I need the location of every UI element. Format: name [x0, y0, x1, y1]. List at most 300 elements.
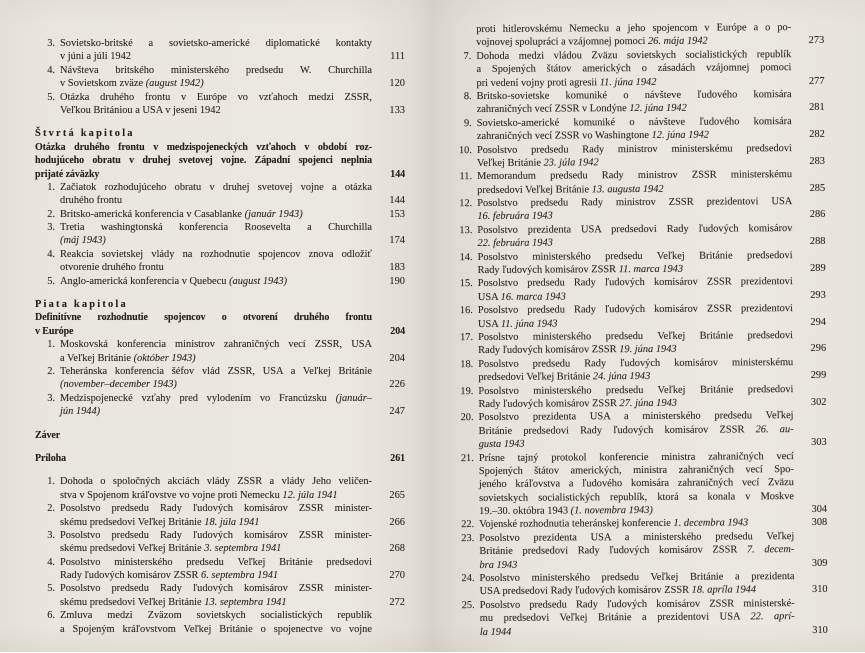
entry-date-italic: 22. februára 1943	[477, 237, 553, 250]
entry-text-segment: Tretia washingtonská konferencia Roosevelta a Churchilla	[60, 222, 372, 234]
entry-text	[35, 298, 372, 311]
entry-text	[60, 50, 372, 63]
entry-date-italic: 19. júna 1943	[619, 344, 677, 356]
entry-text-segment: Záver	[35, 429, 61, 441]
page-number: 272	[389, 596, 405, 608]
entry-text	[60, 248, 372, 261]
entry-text	[60, 77, 372, 90]
entry-text	[60, 569, 372, 582]
toc-line	[35, 429, 405, 442]
entry-date-italic: 24. júna 1943	[592, 371, 651, 383]
entry-text-segment: Posolstvo ministerského predsedu Veľkej Británie a prezidenta	[479, 571, 795, 584]
entry-number: 19.	[460, 385, 474, 397]
entry-text-segment: pri vedení vojny proti agresii	[476, 76, 600, 89]
entry-date-italic: gusta 1943	[478, 438, 525, 451]
toc-line	[35, 298, 405, 311]
page-number: 293	[810, 289, 826, 301]
toc-entry	[35, 248, 405, 275]
page-number: 283	[809, 155, 826, 167]
toc-line	[35, 141, 405, 154]
entry-text-segment: Anglo-americká konferencia v Quebecu	[60, 275, 230, 287]
toc-line	[35, 311, 405, 324]
entry-text	[60, 516, 372, 529]
toc-entry	[453, 302, 826, 331]
toc-line	[35, 104, 405, 117]
page-number: 261	[390, 452, 405, 464]
entry-text	[35, 141, 372, 154]
toc-entry	[35, 582, 405, 609]
entry-text	[60, 261, 372, 274]
entry-text-segment: Británie predsedovi Rady ľudových komisárov ZSSR	[479, 544, 747, 558]
entry-number: 2.	[47, 503, 55, 515]
entry-date-italic: 18. apríla 1944	[691, 584, 757, 597]
toc-entry	[452, 88, 825, 117]
entry-date-italic: 7. decem-	[746, 544, 795, 556]
toc-line	[35, 569, 405, 582]
entry-number: 1.	[47, 181, 55, 193]
entry-text-segment: Rady ľudových komisárov ZSSR	[478, 344, 620, 357]
page-number: 294	[810, 316, 827, 328]
entry-text-segment: Dohoda o spoločných akciách vlády ZSSR a vlády Jeho veličen-	[60, 476, 372, 488]
page-number: 174	[389, 235, 405, 247]
toc-entry	[452, 115, 825, 144]
entry-date-italic: (január–	[335, 392, 372, 404]
entry-number: 5.	[47, 583, 55, 595]
entry-text-segment: Britsko-sovietske komuniké o návšteve ľudového komisára	[476, 89, 792, 102]
entry-text	[35, 452, 372, 465]
entry-number: 6.	[47, 610, 55, 622]
entry-number: 18.	[460, 358, 474, 370]
toc-left-page	[35, 0, 405, 652]
page-number: 282	[809, 128, 825, 141]
entry-number: 20.	[460, 412, 474, 424]
toc-entry	[453, 249, 826, 278]
toc-entry	[453, 329, 826, 358]
entry-text	[60, 234, 372, 247]
toc-line	[35, 91, 405, 104]
entry-text	[60, 502, 372, 515]
entry-number: 9.	[463, 117, 472, 129]
toc-section-gap	[35, 419, 405, 429]
entry-text-segment: sovietskych socialistických republík, ktorá sa konala v Moskve	[479, 490, 795, 504]
entry-number: 10.	[458, 144, 472, 156]
entry-date-italic: 13. augusta 1942	[591, 183, 664, 195]
toc-entry	[454, 449, 827, 518]
entry-text-segment: skému predsedovi Veľkej Británie	[60, 543, 205, 555]
entry-text-segment: Reakcia sovietskej vlády na rozhodnutie spojencov znova odložiť	[60, 248, 372, 260]
entry-text-segment: Moskovská konferencia ministrov zahraničných vecí ZSSR, USA	[60, 339, 372, 351]
toc-line	[35, 325, 405, 338]
entry-text-segment: Sovietsko-americké komuniké o návšteve ľudového komisára	[476, 115, 792, 129]
page-number: 310	[812, 624, 828, 636]
page-number: 266	[389, 516, 405, 528]
toc-entry	[453, 382, 826, 411]
entry-number: 2.	[47, 365, 55, 377]
toc-entry	[453, 356, 826, 385]
toc-entry	[35, 556, 405, 583]
entry-date-italic: 12. júna 1942	[629, 103, 687, 115]
entry-text	[60, 405, 372, 418]
entry-number: 2.	[47, 208, 55, 220]
toc-entry	[455, 597, 828, 639]
entry-text-segment: stva v Spojenom kráľovstve vo vojne proti Nemecku	[60, 489, 283, 501]
entry-text	[60, 275, 372, 288]
entry-text	[35, 311, 372, 324]
entry-date-italic: (august 1943)	[229, 275, 288, 287]
toc-right-page	[451, 0, 828, 653]
entry-text-segment: Vojenské rozhodnutia teheránskej konferencie	[479, 518, 674, 531]
entry-text-segment: Piata kapitola	[35, 299, 128, 311]
entry-date-italic: 11. marca 1943	[618, 263, 684, 276]
entry-date-italic: 12. júna 1942	[651, 129, 710, 142]
page-number: 281	[809, 102, 825, 114]
entry-date-italic: (máj 1943)	[60, 235, 106, 247]
entry-text-segment: Veľkou Britániou a USA v jeseni 1942	[60, 104, 221, 116]
chapter-heading	[35, 311, 405, 338]
entry-text-segment: Posolstvo predsedu Rady ľudových komisárov ZSSR minister-	[60, 529, 372, 541]
toc-entry	[35, 502, 405, 529]
page-number: 204	[390, 325, 405, 337]
page-number: 302	[810, 396, 827, 408]
entry-date-italic: 18. júla 1941	[204, 516, 260, 528]
page-number: 265	[389, 489, 405, 501]
entry-number: 5.	[47, 275, 55, 287]
entry-text-segment: Sovietsko-britské a sovietsko-americké diplomatické kontakty	[60, 38, 372, 49]
entry-number: 16.	[459, 305, 473, 317]
page-number: 144	[390, 168, 405, 180]
entry-number: 13.	[459, 224, 473, 236]
entry-text-segment: mu predsedovi Veľkej Británie a prezidentovi USA	[479, 611, 751, 625]
entry-text-segment: v júni a júli 1942	[60, 51, 131, 63]
toc-line	[35, 556, 405, 569]
toc-line	[35, 208, 405, 221]
entry-text	[60, 37, 372, 50]
entry-text	[60, 542, 372, 555]
page-number: 309	[811, 557, 828, 569]
entry-text	[60, 91, 372, 104]
entry-date-italic: 11. júna 1942	[599, 76, 657, 88]
entry-number: 17.	[460, 332, 474, 344]
entry-text-segment: Posolstvo predsedu Rady ministrov ministerskému predsedovi	[476, 142, 792, 156]
entry-date-italic: 13. septembra 1941	[204, 596, 287, 608]
toc-line	[35, 194, 405, 207]
entry-text	[35, 168, 372, 181]
toc-line	[35, 248, 405, 261]
page-number: 133	[389, 104, 405, 116]
entry-date-italic: jún 1944)	[60, 406, 101, 418]
entry-text	[60, 582, 372, 595]
entry-text-segment: USA	[477, 291, 501, 303]
toc-line	[35, 50, 405, 63]
entry-text	[35, 429, 372, 442]
toc-entry	[35, 91, 405, 118]
toc-line	[455, 623, 828, 639]
entry-text-segment: otvorenie druhého frontu	[60, 262, 164, 274]
entry-text-segment: Zmluva medzi Zväzom sovietskych socialistických republík	[60, 610, 372, 622]
page-number: 270	[389, 570, 405, 582]
toc-line	[35, 609, 405, 622]
entry-text	[60, 623, 372, 636]
toc-line	[35, 452, 405, 465]
entry-date-italic: (október 1943)	[133, 352, 196, 364]
toc-entry	[452, 141, 825, 170]
entry-text-segment: Dohoda medzi vládou Zväzu sovietskych socialistických republík	[476, 48, 792, 62]
entry-date-italic: 23. júla 1942	[543, 157, 599, 169]
toc-line	[35, 582, 405, 595]
toc-line	[35, 127, 405, 140]
entry-text-segment: Posolstvo prezidenta USA a ministerského predsedu Veľkej	[478, 410, 794, 424]
toc-line	[35, 623, 405, 636]
entry-text	[35, 154, 372, 167]
entry-text-segment: skému predsedovi Veľkej Británie	[60, 596, 205, 608]
chapter-label	[35, 127, 405, 140]
entry-date-italic: 6. septembra 1941	[201, 570, 279, 582]
page-number: 288	[809, 236, 826, 248]
entry-number: 15.	[459, 278, 473, 290]
entry-text-segment: Štvrtá kapitola	[35, 128, 135, 140]
entry-text	[480, 624, 795, 639]
toc-line	[35, 489, 405, 502]
toc-line	[35, 378, 405, 391]
page-number: 190	[389, 275, 405, 287]
entry-text	[60, 221, 372, 234]
toc-entry	[452, 168, 825, 197]
entry-text-segment: Veľkej Británie	[476, 157, 544, 169]
entry-date-italic: la 1944	[479, 626, 512, 638]
toc-entry	[453, 275, 826, 304]
entry-text-segment: vojnovej spolupráci a vzájomnej pomoci	[476, 36, 649, 49]
entry-number: 12.	[459, 198, 473, 210]
entry-number: 5.	[47, 91, 55, 103]
entry-text-segment: v Európe	[35, 325, 74, 337]
chapter-heading	[35, 452, 405, 465]
entry-date-italic: 27. júna 1943	[619, 397, 677, 410]
toc-entry	[454, 530, 827, 572]
entry-text-segment: Návšteva britského ministerského predsedu W. Churchilla	[60, 64, 372, 76]
entry-date-italic: 12. júla 1941	[282, 489, 338, 501]
entry-text-segment: jeného kráľovstva a ľudového komisára zahraničných vecí Zväzu	[478, 477, 794, 491]
entry-text-segment: Posolstvo predsedu Rady ľudových komisárov ZSSR prezidentovi	[477, 276, 793, 290]
entry-text	[60, 365, 372, 378]
toc-line	[35, 542, 405, 555]
entry-text-segment: 19.–30. októbra 1943	[479, 505, 571, 518]
toc-section-gap	[35, 288, 405, 298]
entry-number: 22.	[461, 519, 475, 531]
toc-entry	[35, 275, 405, 288]
toc-line	[35, 516, 405, 529]
page-number: 277	[808, 75, 825, 87]
entry-text-segment: Prísne tajný protokol konferencie ministra zahraničných vecí	[478, 450, 794, 464]
entry-text	[60, 596, 372, 609]
entry-text-segment: Spojených štátov amerických, ministra zahraničných vecí Spo-	[478, 463, 794, 477]
toc-line	[35, 261, 405, 274]
entry-number: 4.	[47, 64, 55, 76]
entry-text-segment: Posolstvo ministerského predsedu Veľkej Británie predsedovi	[60, 556, 372, 568]
entry-text-segment: Posolstvo predsedu Rady ľudových komisárov ministerskému	[478, 356, 794, 370]
toc-entry	[35, 64, 405, 91]
entry-text-segment: USA	[477, 318, 501, 330]
entry-date-italic: 22. aprí-	[750, 611, 795, 623]
entry-date-italic: bra 1943	[479, 559, 518, 571]
page-number: 247	[389, 406, 405, 418]
entry-text	[60, 609, 372, 622]
toc-entry	[35, 37, 405, 64]
toc-entry	[35, 392, 405, 419]
entry-text-segment: hodujúceho obratu v druhej svetovej vojne. Západní spojenci neplnia	[35, 155, 372, 167]
toc-entry	[35, 365, 405, 392]
toc-entry	[455, 570, 828, 599]
entry-text	[60, 104, 372, 117]
toc-entry	[35, 181, 405, 208]
page-number: 120	[389, 78, 405, 90]
toc-line	[35, 352, 405, 365]
entry-text	[35, 325, 372, 338]
toc-line	[35, 338, 405, 351]
entry-text-segment: USA predsedovi Rady ľudových komisárov ZSSR	[479, 585, 692, 598]
toc-line	[35, 168, 405, 181]
entry-text	[60, 556, 372, 569]
entry-text-segment: Rady ľudových komisárov ZSSR	[478, 398, 620, 410]
toc-section-gap	[35, 117, 405, 127]
chapter-heading	[35, 429, 405, 442]
entry-number: 8.	[463, 90, 472, 103]
page-number: 153	[389, 208, 405, 220]
entry-text-segment: Začiatok rozhodujúceho obratu v druhej svetovej vojne a otázka	[60, 181, 372, 193]
entry-text-segment: a Spojeným kráľovstvom Veľkej Británie o spojenectve vo vojne	[60, 623, 372, 635]
toc-line	[35, 502, 405, 515]
page-number: 299	[810, 370, 827, 382]
entry-number: 11.	[459, 171, 473, 183]
toc-line	[35, 596, 405, 609]
entry-text-segment: Británie predsedovi Rady ľudových komisárov ZSSR	[478, 424, 756, 437]
toc-entry	[452, 222, 825, 251]
entry-number: 3.	[47, 392, 55, 404]
page-number: 304	[811, 503, 828, 516]
entry-text	[60, 181, 372, 194]
chapter-label	[35, 298, 405, 311]
toc-line	[35, 405, 405, 418]
entry-text-segment: Posolstvo predsedu Rady ľudových komisárov ZSSR minister-	[60, 503, 372, 515]
entry-text-segment: a Veľkej Británie	[60, 352, 134, 364]
entry-date-italic: 26. au-	[755, 423, 794, 436]
entry-text	[60, 529, 372, 542]
entry-text-segment: Posolstvo predsedu Rady ministrov ZSSR prezidentovi USA	[477, 196, 793, 210]
toc-entry	[35, 609, 405, 636]
page-number: 226	[389, 379, 405, 391]
toc-line	[35, 64, 405, 77]
entry-text-segment: Otázka druhého frontu v Európe vo vzťahoch medzi ZSSR,	[60, 91, 372, 103]
toc-line	[35, 154, 405, 167]
toc-line	[35, 77, 405, 90]
entry-text-segment: Posolstvo prezidenta USA predsedovi Rady ľudových komisárov	[477, 222, 793, 236]
entry-date-italic: 16. februára 1943	[477, 210, 553, 223]
toc-line	[35, 221, 405, 234]
entry-text-segment: Otázka druhého frontu v medzispojeneckých vzťahoch v období roz-	[35, 141, 372, 153]
page-number: 296	[810, 343, 827, 355]
entry-number: 4.	[47, 248, 55, 260]
entry-text-segment: zahraničných vecí ZSSR v Londýne	[476, 103, 630, 116]
toc-line	[35, 365, 405, 378]
page-number: 289	[810, 262, 826, 274]
entry-number: 3.	[47, 38, 55, 49]
entry-text-segment: v Sovietskom zväze	[60, 78, 146, 90]
entry-number: 4.	[47, 556, 55, 568]
entry-text-segment: Posolstvo predsedu Rady ľudových komisárov ZSSR ministerské-	[479, 597, 795, 611]
page-number: 303	[811, 436, 827, 449]
page-number: 144	[389, 195, 405, 207]
entry-text	[35, 127, 372, 140]
entry-number: 3.	[47, 222, 55, 234]
toc-line	[35, 275, 405, 288]
entry-text-segment: Teheránska konferencia šéfov vlád ZSSR, USA a Veľkej Británie	[60, 365, 372, 377]
entry-text-segment: Posolstvo predsedu Rady ľudových komisárov ZSSR prezidentovi	[477, 303, 793, 317]
entry-date-italic: 3. septembra 1941	[204, 543, 282, 555]
toc-section-gap	[35, 442, 405, 452]
entry-number: 1.	[47, 339, 55, 351]
toc-line	[35, 234, 405, 247]
entry-number: 14.	[459, 251, 473, 263]
toc-entry	[35, 208, 405, 221]
entry-text-segment: Posolstvo prezidenta USA a ministerského predsedu Veľkej	[479, 530, 795, 544]
entry-text-segment: Príloha	[35, 452, 66, 464]
entry-text-segment: skému predsedovi Veľkej Británie	[60, 516, 205, 528]
entry-number: 23.	[461, 532, 475, 544]
entry-text-segment: Posolstvo ministerského predsedu Veľkej Británie predsedovi	[477, 249, 793, 263]
toc-entry	[35, 338, 405, 365]
entry-number: 1.	[47, 476, 55, 488]
page-number: 286	[809, 209, 826, 221]
entry-text-segment: Definitívne rozhodnutie spojencov o otvorení druhého frontu	[35, 312, 372, 324]
toc-section-gap	[35, 465, 405, 475]
page-number: 204	[389, 352, 405, 364]
page-number: 310	[811, 584, 828, 596]
entry-number: 3.	[47, 529, 55, 541]
entry-text	[60, 378, 372, 391]
entry-text-segment: Posolstvo ministerského predsedu Veľkej Británie predsedovi	[478, 330, 794, 343]
entry-text	[60, 392, 372, 405]
toc-line	[35, 529, 405, 542]
entry-text-segment: Britsko-americká konferencia v Casablanke	[60, 208, 245, 220]
entry-text-segment: Posolstvo predsedu Rady ľudových komisárov ZSSR minister-	[60, 583, 372, 595]
entry-text-segment: druhého frontu	[60, 195, 123, 207]
entry-date-italic: (január 1943)	[244, 208, 303, 220]
entry-number: 7.	[463, 50, 472, 62]
entry-text	[60, 64, 372, 77]
entry-date-italic: 11. júna 1943	[500, 318, 558, 330]
toc-line	[35, 475, 405, 488]
toc-entry-continued	[451, 21, 824, 50]
entry-text-segment: proti hitlerovskému Nemecku a jeho spojencom v Európe a o po-	[476, 22, 792, 35]
page-number: 273	[808, 35, 825, 47]
entry-text	[60, 194, 372, 207]
entry-text-segment: Rady ľudových komisárov ZSSR	[60, 570, 202, 582]
page-number: 285	[809, 182, 826, 194]
entry-date-italic: 16. marca 1943	[500, 291, 566, 303]
entry-date-italic: 26. mája 1942	[647, 35, 708, 48]
toc-line	[35, 392, 405, 405]
toc-entry	[35, 529, 405, 556]
entry-number: 21.	[460, 452, 474, 464]
entry-date-italic: (august 1942)	[145, 78, 204, 90]
entry-number: 25.	[461, 599, 475, 611]
page-number: 308	[811, 517, 828, 529]
entry-text	[60, 475, 372, 488]
entry-text	[60, 352, 372, 365]
entry-text	[60, 208, 372, 221]
entry-text	[60, 338, 372, 351]
entry-text-segment: predsedovi Veľkej Británie	[477, 183, 592, 196]
page-number: 268	[389, 543, 405, 555]
